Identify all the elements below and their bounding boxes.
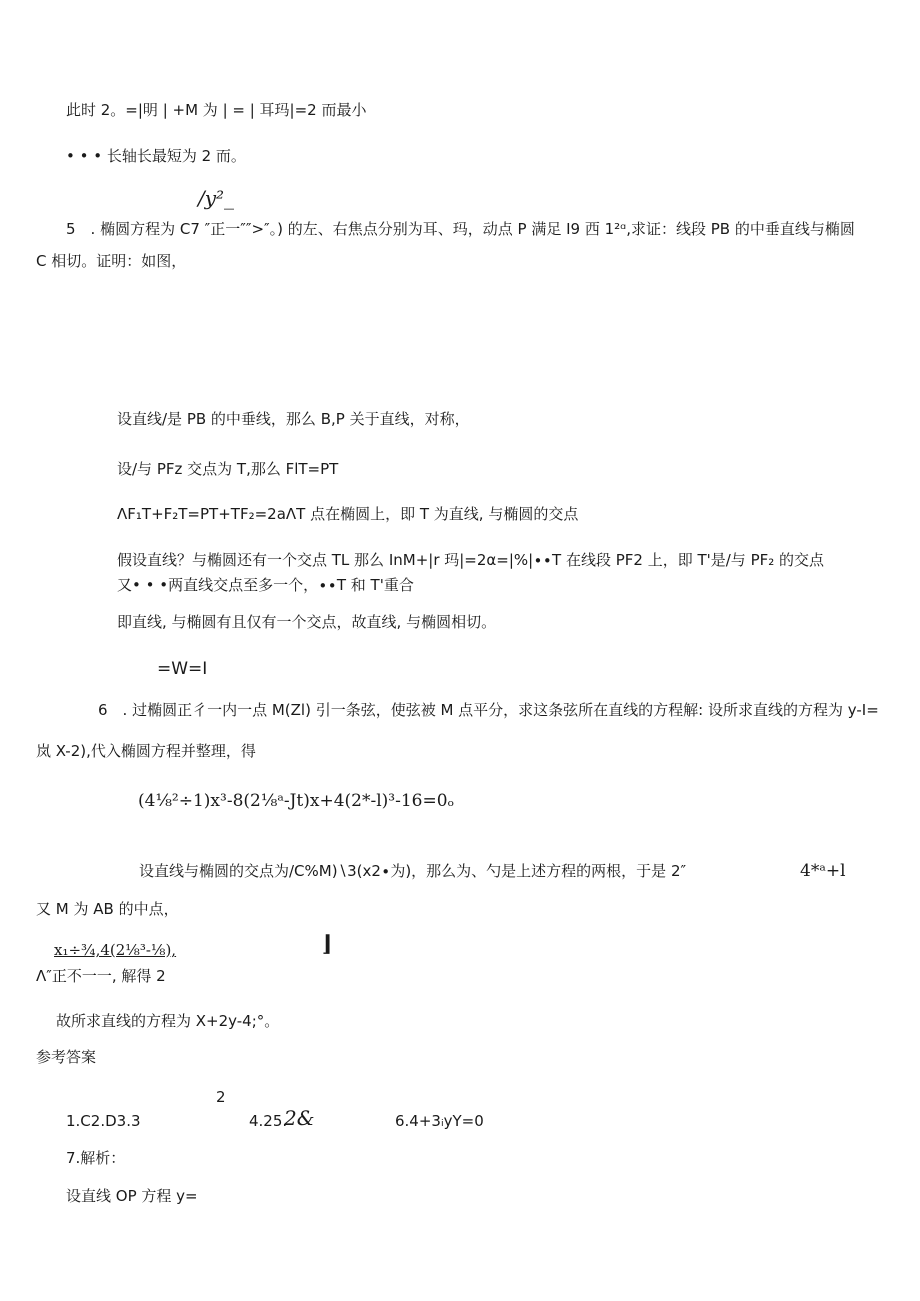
formula-fragment: =W=I: [157, 659, 208, 679]
text-line: 故所求直线的方程为 X+2y-4;°。: [56, 1012, 280, 1030]
text-line: 即直线, 与椭圆有且仅有一个交点，故直线, 与椭圆相切。: [117, 613, 497, 631]
formula-fragment: x₁÷¾,4(2⅛³-⅛),: [54, 941, 177, 959]
equation: (4⅛²÷1)x³-8(2⅛ᵃ-Jt)x+4(2*-l)³-16=0ₒ: [138, 791, 455, 811]
text-line: 设直线/是 PB 的中垂线，那么 B,P 关于直线，对称，: [117, 410, 470, 428]
formula-fragment: 2&: [284, 1106, 315, 1130]
formula-fragment: /y²_: [198, 186, 235, 210]
text-line: 设/与 PFz 交点为 T,那么 FlT=PT: [117, 460, 339, 478]
problem-6-statement: 6 . 过椭圆正彳一内一点 M(Zl) 引一条弦，使弦被 M 点平分，求这条弦所在直线的方程解: 设所求直线的方程为 y-I=: [98, 701, 879, 719]
answers-line: 6.4+3ᵢyY=0: [395, 1112, 484, 1130]
text-line: • • • 长轴长最短为 2 而。: [66, 147, 246, 165]
text-line: 又• • •两直线交点至多一个，∙∙T 和 T'重合: [117, 576, 414, 594]
text-line: 设直线与椭圆的交点为/C%M)∖3(x2∙为)，那么为、勺是上述方程的两根，于是 2″: [139, 862, 687, 880]
text-line: C 相切。证明：如图，: [36, 252, 187, 270]
text-line: 此时 2。=|明 | +M 为 | = | 耳玛|=2 而最小: [66, 101, 367, 119]
answers-heading: 参考答案: [36, 1048, 97, 1066]
text-line: 岚 X-2),代入椭圆方程并整理，得: [36, 742, 256, 760]
problem-5-statement: 5 . 椭圆方程为 C7 ″正一″″>″。) 的左、右焦点分别为耳、玛，动点 P 满足 I9 西 1²ᵅ,求证：线段 PB 的中垂直线与椭圆: [66, 220, 855, 238]
text-line: Λ″正不一一, 解得 2: [36, 967, 166, 985]
text-line: 又 M 为 AB 的中点，: [36, 900, 179, 918]
text-line: 设直线 OP 方程 y=: [66, 1187, 198, 1205]
text-line: ΛF₁T+F₂T=PT+TF₂=2aΛT 点在椭圆上，即 T 为直线, 与椭圆的交点: [117, 505, 579, 523]
answers-line: 4.25.: [249, 1112, 288, 1130]
formula-fragment: 4*ᵃ+l: [800, 861, 846, 881]
text-line: 假设直线？与椭圆还有一个交点 TL 那么 InM+|r 玛|=2α=|%|∙∙T 在线段 PF2 上，即 T'是/与 PF₂ 的交点: [117, 551, 825, 569]
text-line: 7.解析：: [66, 1149, 126, 1167]
bracket-symbol: ⌋: [322, 931, 333, 957]
answers-line: 1.C2.D3.3: [66, 1112, 141, 1130]
formula-fragment: 2: [216, 1088, 226, 1106]
